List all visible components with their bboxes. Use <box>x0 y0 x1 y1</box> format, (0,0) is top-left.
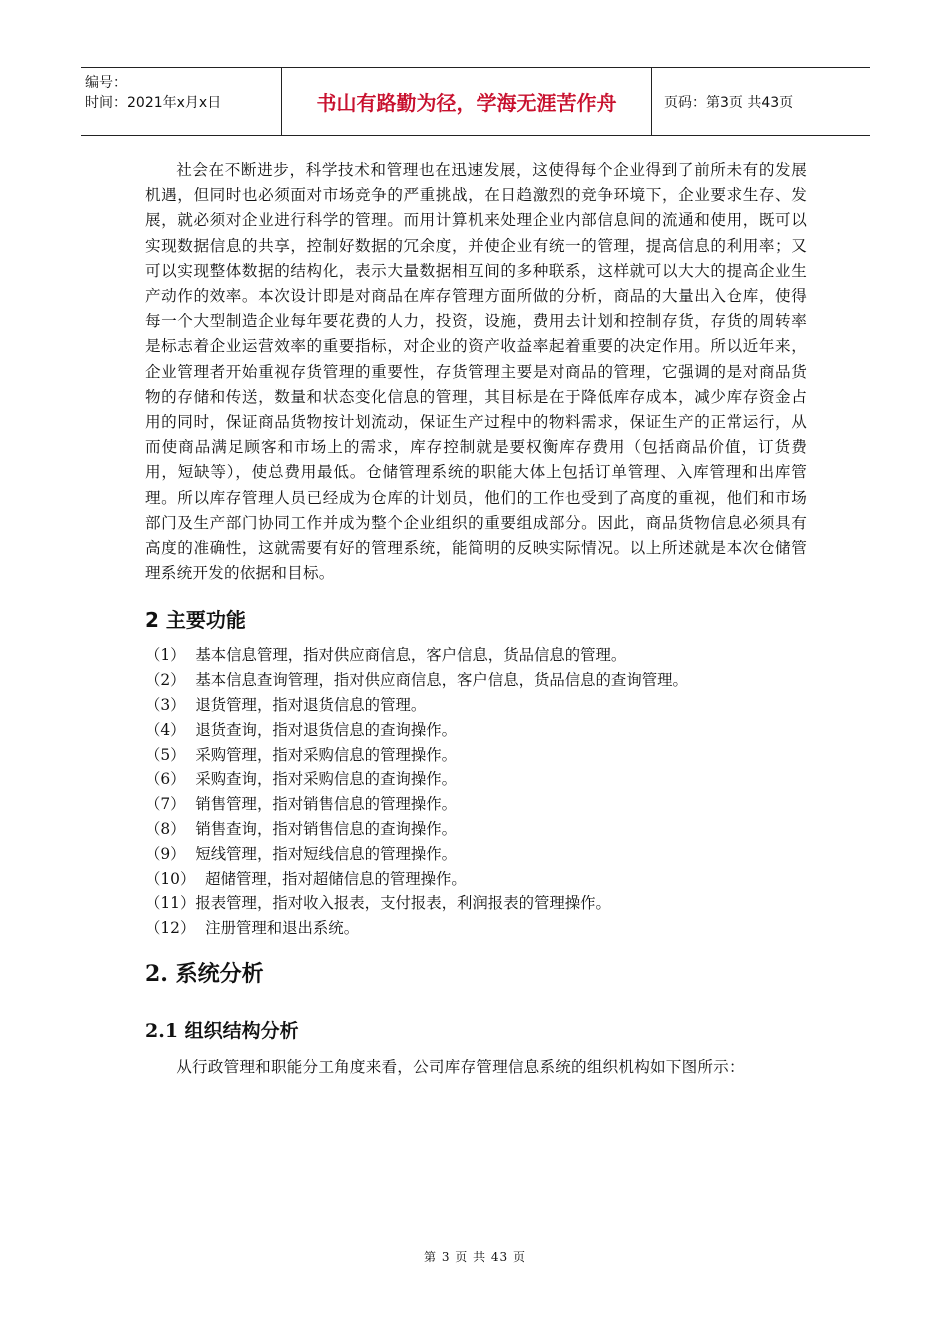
list-item-text: 退货管理，指对退货信息的管理。 <box>195 696 427 715</box>
list-item-number: （4） <box>145 720 186 739</box>
intro-paragraph: 社会在不断进步，科学技术和管理也在迅速发展，这使得每个企业得到了前所未有的发展机遇，但同时也必须面对市场竞争的严重挑战，在日趋激烈的竞争环境下，企业要求生存、发展，就必须对企业进行科学的管理。而用计算机来处理企业内部信息间的流通和使用，既可以实现数据信息的共享，控制好数据的冗余度，并使企业有统一的管理，提高信息的利用率；又可以实现整体数据的结构化，表示大量数据相互间的多种联系，这样就可以大大的提高企业生产动作的效率。本次设计即是对商品在库存管理方面所做的分析，商品的大量出入仓库，使得每一个大型制造企业每年要花费的人力，投资，设施，费用去计划和控制存货，存货的周转率是标志着企业运营效率的重要指标，对企业的资产收益率起着重要的决定作用。所以近年来，企业管理者开始重视存货管理的重要性，存货管理主要是对商品的管理，它强调的是对商品货物的存储和传送，数量和状态变化信息的管理，其目标是在于降低库存成本，减少库存资金占用的同时，保证商品货物按计划流动，保证生产过程中的物料需求，保证生产的正常运行，从而使商品满足顾客和市场上的需求，库存控制就是要权衡库存费用（包括商品价值，订货费用，短缺等），使总费用最低。仓储管理系统的职能大体上包括订单管理、入库管理和出库管理。所以库存管理人员已经成为仓库的计划员，他们的工作也受到了高度的重视，他们和市场部门及生产部门协同工作并成为整个企业组织的重要组成部分。因此，商品货物信息必须具有高度的准确性，这就需要有好的管理系统，能简明的反映实际情况。以上所述就是本次仓储管理系统开发的依据和目标。 <box>145 161 807 583</box>
document-body <box>145 158 807 1080</box>
header-page-info: 页码：第3页 共43页 <box>664 94 794 111</box>
list-item <box>145 867 807 892</box>
list-item <box>145 743 807 768</box>
list-item <box>145 693 807 718</box>
section-heading-org-analysis: 2.1 组织结构分析 <box>145 1020 299 1043</box>
document-number-label: 编号： <box>85 75 127 91</box>
list-item-number: （5） <box>145 745 186 764</box>
list-item-text: 短线管理，指对短线信息的管理操作。 <box>195 844 458 863</box>
list-item <box>145 718 807 743</box>
org-paragraph: 从行政管理和职能分工角度来看，公司库存管理信息系统的组织机构如下图所示： <box>176 1058 745 1077</box>
page-header <box>81 67 870 136</box>
header-motto: 书山有路勤为径，学海无涯苦作舟 <box>281 68 652 135</box>
section-heading-main-functions: 2 主要功能 <box>145 608 246 633</box>
list-item-text: 基本信息查询管理，指对供应商信息，客户信息，货品信息的查询管理。 <box>195 671 688 690</box>
list-item <box>145 792 807 817</box>
page-footer: 第 3 页 共 43 页 <box>424 1250 526 1264</box>
list-item <box>145 817 807 842</box>
list-item-number: （2） <box>145 671 186 690</box>
list-item-text: 超储管理，指对超储信息的管理操作。 <box>205 869 467 888</box>
list-item-text: 销售管理，指对销售信息的管理操作。 <box>195 795 458 814</box>
list-item-number: （8） <box>145 820 186 839</box>
list-item-number: （3） <box>145 696 186 715</box>
list-item-number: （6） <box>145 770 186 789</box>
list-item-text: 注册管理和退出系统。 <box>205 919 360 938</box>
list-item-text: 采购查询，指对采购信息的查询操作。 <box>195 770 458 789</box>
list-item-number: （9） <box>145 844 186 863</box>
list-item <box>145 767 807 792</box>
list-item-number: （12） <box>145 919 196 938</box>
header-left-cell <box>81 68 281 135</box>
list-item-number: （1） <box>145 646 186 665</box>
list-item <box>145 891 807 916</box>
list-item-text: 报表管理，指对收入报表，支付报表，利润报表的管理操作。 <box>195 894 611 913</box>
list-item-number: （11） <box>145 894 196 913</box>
list-item <box>145 643 807 668</box>
list-item-text: 退货查询，指对退货信息的查询操作。 <box>195 720 458 739</box>
list-item <box>145 842 807 867</box>
list-item <box>145 668 807 693</box>
list-item-number: （7） <box>145 795 186 814</box>
list-item-number: （10） <box>145 869 196 888</box>
functions-list <box>145 643 807 941</box>
list-item-text: 基本信息管理，指对供应商信息，客户信息，货品信息的管理。 <box>195 646 627 665</box>
list-item-text: 采购管理，指对采购信息的管理操作。 <box>195 745 458 764</box>
document-date-label: 时间：2021年x月x日 <box>85 95 222 111</box>
list-item <box>145 916 807 941</box>
section-heading-system-analysis: 2. 系统分析 <box>145 961 264 988</box>
list-item-text: 销售查询，指对销售信息的查询操作。 <box>195 820 458 839</box>
